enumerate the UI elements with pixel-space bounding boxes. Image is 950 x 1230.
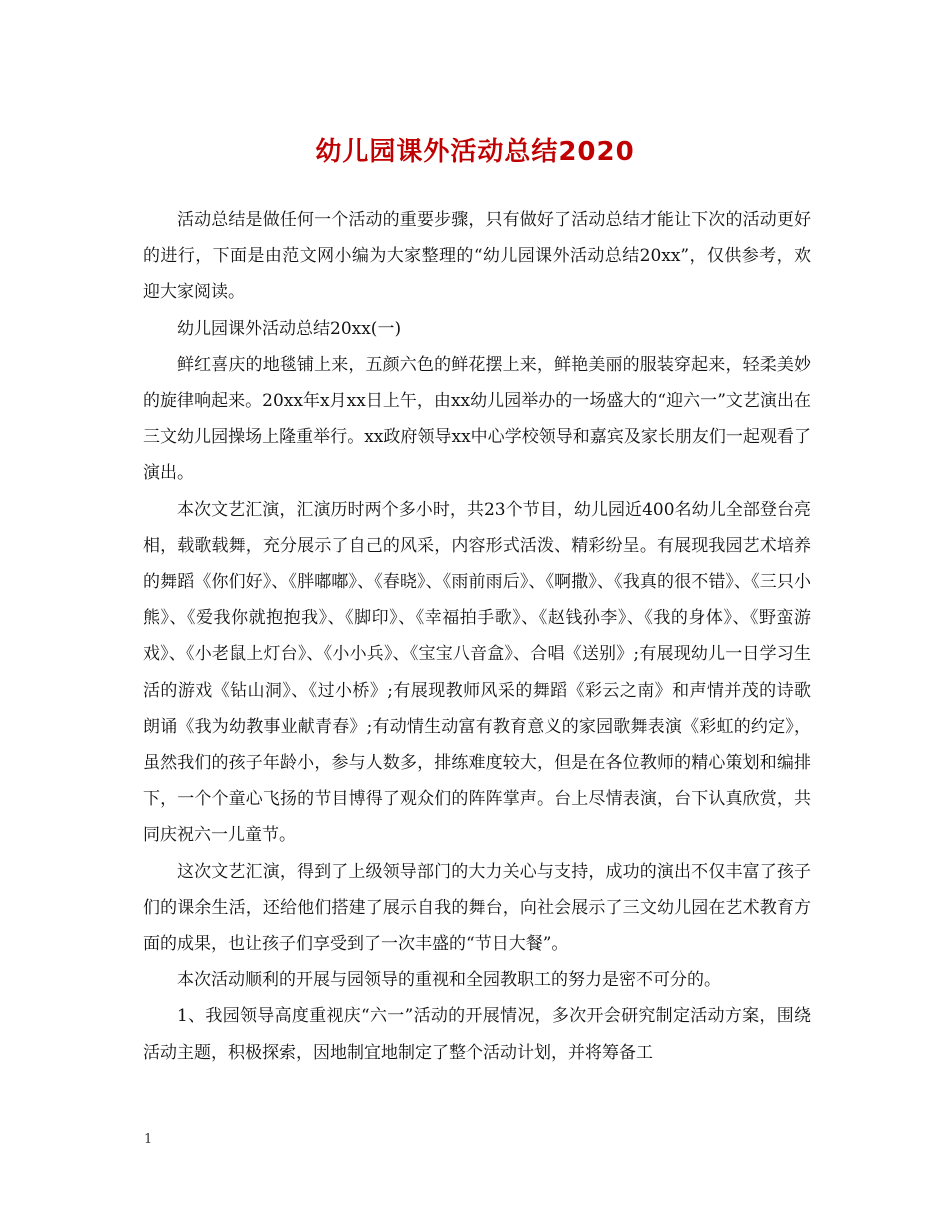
- page-number: 1: [144, 1132, 153, 1147]
- body-paragraph: 鲜红喜庆的地毯铺上来，五颜六色的鲜花摆上来，鲜艳美丽的服装穿起来，轻柔美妙的旋律响起来。20xx年x月xx日上午，由xx幼儿园举办的一场盛大的“迎六一”文艺演出在三文幼儿园操场上隆重举行。xx政府领导xx中心学校领导和嘉宾及家长朋友们一起观看了演出。: [143, 354, 811, 484]
- document-title: 幼儿园课外活动总结2020: [315, 137, 635, 167]
- intro-paragraph: 活动总结是做任何一个活动的重要步骤，只有做好了活动总结才能让下次的活动更好的进行，下面是由范文网小编为大家整理的“幼儿园课外活动总结20xx”，仅供参考，欢迎大家阅读。: [143, 210, 811, 303]
- document-body: [143, 202, 811, 1071]
- body-paragraph: 本次活动顺利的开展与园领导的重视和全园教职工的努力是密不可分的。: [177, 970, 721, 991]
- body-paragraph: 1、我园领导高度重视庆“六一”活动的开展情况，多次开会研究制定活动方案，围绕活动主题，积极探索，因地制宜地制定了整个活动计划，并将筹备工: [143, 1006, 811, 1063]
- body-paragraph: 本次文艺汇演，汇演历时两个多小时，共23个节目，幼儿园近400名幼儿全部登台亮相，载歌载舞，充分展示了自己的风采，内容形式活泼、精彩纷呈。有展现我园艺术培养的舞蹈《你们好》、《胖嘟嘟》、《春晓》、《雨前雨后》、《啊撒》、《我真的很不错》、《三只小熊》、《爱我你就抱抱我》、《脚印》、《幸福拍手歌》、《赵钱孙李》、《我的身体》、《野蛮游戏》、《小老鼠上灯台》、《小小兵》、《宝宝八音盒》、合唱《送别》;有展现幼儿一日学习生活的游戏《钻山洞》、《过小桥》;有展现教师风采的舞蹈《彩云之南》和声情并茂的诗歌朗诵《我为幼教事业献青春》;有动情生动富有教育意义的家园歌舞表演《彩虹的约定》，虽然我们的孩子年龄小，参与人数多，排练难度较大，但是在各位教师的精心策划和编排下，一个个童心飞扬的节目博得了观众们的阵阵掌声。台上尽情表演，台下认真欣赏，共同庆祝六一儿童节。: [143, 499, 811, 846]
- section-heading: 幼儿园课外活动总结20xx(一): [177, 318, 402, 339]
- body-paragraph: 这次文艺汇演，得到了上级领导部门的大力关心与支持，成功的演出不仅丰富了孩子们的课余生活，还给他们搭建了展示自我的舞台，向社会展示了三文幼儿园在艺术教育方面的成果，也让孩子们享受到了一次丰盛的“节日大餐”。: [143, 861, 811, 955]
